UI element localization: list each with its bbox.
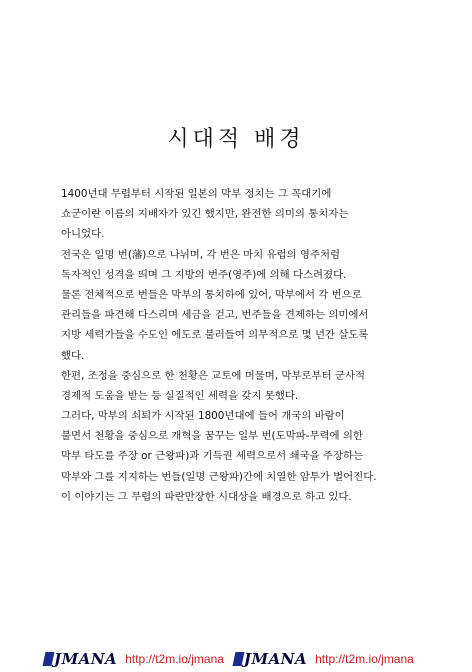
logo-mark-icon <box>232 652 244 666</box>
logo-mark-icon <box>43 652 55 666</box>
paragraph-line: 막부 타도를 주장 or 근왕파)과 기득권 세력으로서 쇄국을 주장하는 <box>61 450 364 463</box>
paragraph-line: 독자적인 성격을 띄며 그 지방의 번주(영주)에 의해 다스려졌다. <box>61 268 347 281</box>
paragraph-line: 경제적 도움을 받는 등 실질적인 세력을 갖지 못했다. <box>61 389 299 402</box>
jmana-logo <box>234 650 307 668</box>
logo-text: JMANA <box>243 650 308 668</box>
paragraph-line: 지방 세력가들을 수도인 에도로 불러들여 의무적으로 몇 년간 살도록 <box>61 329 369 342</box>
paragraph-line: 이 이야기는 그 무렵의 파란만장한 시대상을 배경으로 하고 있다. <box>61 490 352 503</box>
paragraph-line: 그러다, 막부의 쇠퇴가 시작된 1800년대에 들어 개국의 바람이 <box>61 410 345 423</box>
paragraph-line: 불면서 천황을 중심으로 개혁을 꿈꾸는 일부 번(도막파-무력에 의한 <box>61 430 363 443</box>
paragraph-line: 관리들을 파견해 다스리며 세금을 걷고, 번주들을 견제하는 의미에서 <box>61 309 369 322</box>
paragraph-line: 한편, 조정을 중심으로 한 천황은 교토에 머물며, 막부로부터 군사적 <box>61 369 366 382</box>
paragraph-line: 아니었다. <box>61 228 105 241</box>
paragraph-line: 물론 전체적으로 번들은 막부의 통치하에 있어, 막부에서 각 번으로 <box>61 288 362 301</box>
paragraph-line: 막부와 그를 지지하는 번들(일명 근왕파)간에 치열한 암투가 벌어진다. <box>61 470 377 483</box>
watermark <box>44 650 224 668</box>
paragraph-line: 1400년대 무렵부터 시작된 일본의 막부 정치는 그 꼭대기에 <box>61 188 332 200</box>
watermark-url[interactable]: http://t2m.io/jmana <box>315 652 414 666</box>
watermark-footer <box>0 646 472 672</box>
paragraph-line: 했다. <box>61 349 85 362</box>
page-title: 시대적 배경 <box>167 127 305 152</box>
watermark <box>234 650 414 668</box>
jmana-logo <box>44 650 117 668</box>
logo-text: JMANA <box>54 650 118 668</box>
watermark-url[interactable]: http://t2m.io/jmana <box>125 652 224 666</box>
paragraph-line: 쇼군이란 이름의 지배자가 있긴 했지만, 완전한 의미의 통치자는 <box>61 208 349 221</box>
paragraph-line: 전국은 일명 번(藩)으로 나뉘며, 각 번은 마치 유럽의 영주처럼 <box>61 248 341 261</box>
body-text <box>61 184 431 507</box>
